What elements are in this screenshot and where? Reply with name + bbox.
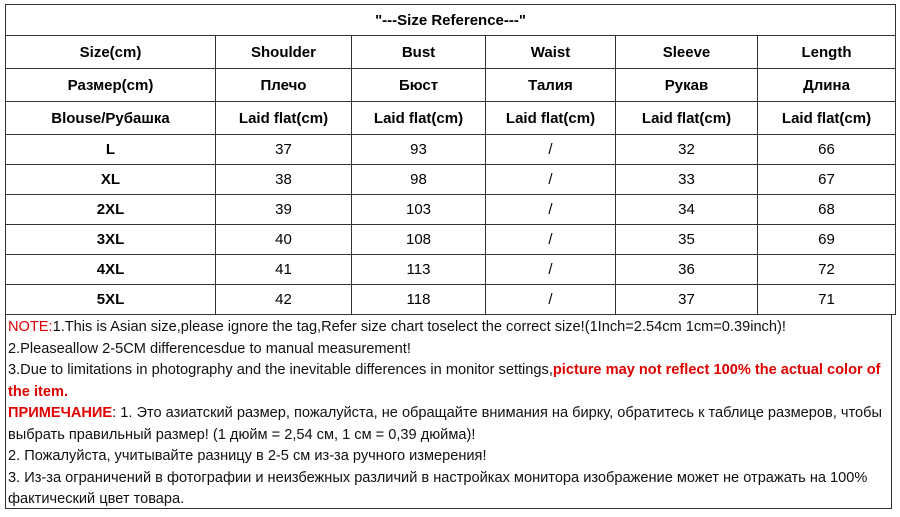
measure-method-cell: Laid flat(cm) (758, 102, 896, 135)
table-cell: 35 (616, 225, 758, 255)
header-cell: Талия (486, 69, 616, 102)
table-row (6, 285, 896, 315)
notes-block (5, 315, 892, 509)
table-cell: 72 (758, 255, 896, 285)
size-cell: 2XL (6, 195, 216, 225)
measure-method-cell: Laid flat(cm) (352, 102, 486, 135)
note-text: : 1. Это азиатский размер, пожалуйста, не обращайте внимания на бирку, обратитесь к таблице размеров, чтобы выбрать правильный размер! (1 дюйм = 2,54 см, 1 см = 0,39 дюйма)! (8, 405, 882, 443)
header-cell: Бюст (352, 69, 486, 102)
measure-method-cell: Laid flat(cm) (486, 102, 616, 135)
table-title: "---Size Reference---" (6, 5, 896, 36)
garment-type-label: Blouse/Рубашка (6, 102, 216, 135)
table-cell: 67 (758, 165, 896, 195)
header-cell: Bust (352, 36, 486, 69)
note-line (8, 446, 891, 468)
header-cell: Длина (758, 69, 896, 102)
note-line (8, 468, 891, 511)
table-row (6, 165, 896, 195)
table-row (6, 225, 896, 255)
table-row (6, 135, 896, 165)
table-cell: / (486, 195, 616, 225)
size-cell: 3XL (6, 225, 216, 255)
note-line (8, 403, 891, 446)
table-cell: 33 (616, 165, 758, 195)
note-text: 1.This is Asian size,please ignore the tag,Refer size chart toselect the correct size!(1Inch=2.54cm 1cm=0.39inch)! (52, 319, 786, 335)
table-cell: / (486, 225, 616, 255)
header-cell: Sleeve (616, 36, 758, 69)
note-line (8, 360, 891, 403)
table-cell: 37 (216, 135, 352, 165)
table-cell: 34 (616, 195, 758, 225)
header-row-ru (6, 69, 896, 102)
note-line (8, 339, 891, 361)
header-cell: Рукав (616, 69, 758, 102)
table-cell: / (486, 255, 616, 285)
table-cell: 66 (758, 135, 896, 165)
table-cell: 38 (216, 165, 352, 195)
measure-method-cell: Laid flat(cm) (216, 102, 352, 135)
table-cell: 40 (216, 225, 352, 255)
note-text: 3.Due to limitations in photography and the inevitable differences in monitor settings, (8, 362, 553, 378)
table-cell: 108 (352, 225, 486, 255)
table-cell: 39 (216, 195, 352, 225)
table-cell: / (486, 165, 616, 195)
size-cell: L (6, 135, 216, 165)
table-cell: 71 (758, 285, 896, 315)
note-label-ru: ПРИМЕЧАНИЕ (8, 405, 113, 421)
table-cell: 118 (352, 285, 486, 315)
size-cell: 5XL (6, 285, 216, 315)
table-cell: 68 (758, 195, 896, 225)
note-text: 3. Из-за ограничений в фотографии и неизбежных различий в настройках монитора изображение может не отражать на 100% фактический цвет товара. (8, 469, 868, 507)
table-cell: 113 (352, 255, 486, 285)
header-cell: Length (758, 36, 896, 69)
measure-method-cell: Laid flat(cm) (616, 102, 758, 135)
header-cell: Плечо (216, 69, 352, 102)
header-cell: Размер(cm) (6, 69, 216, 102)
table-row (6, 195, 896, 225)
note-line (8, 317, 891, 339)
table-cell: / (486, 285, 616, 315)
header-row-en (6, 36, 896, 69)
subheader-row (6, 102, 896, 135)
note-highlight: picture may not reflect 100% the actual color of the item. (8, 362, 881, 400)
table-cell: 93 (352, 135, 486, 165)
table-cell: 69 (758, 225, 896, 255)
header-cell: Shoulder (216, 36, 352, 69)
size-cell: 4XL (6, 255, 216, 285)
size-table (5, 4, 896, 315)
note-text: 2. Пожалуйста, учитывайте разницу в 2-5 см из-за ручного измерения! (8, 448, 487, 464)
size-cell: XL (6, 165, 216, 195)
table-cell: 37 (616, 285, 758, 315)
table-row (6, 255, 896, 285)
table-cell: 32 (616, 135, 758, 165)
table-cell: 98 (352, 165, 486, 195)
size-reference-sheet (5, 4, 895, 513)
table-cell: 103 (352, 195, 486, 225)
header-cell: Size(cm) (6, 36, 216, 69)
table-cell: 42 (216, 285, 352, 315)
note-label: NOTE: (8, 319, 53, 335)
table-cell: 36 (616, 255, 758, 285)
table-cell: / (486, 135, 616, 165)
table-cell: 41 (216, 255, 352, 285)
note-text: 2.Pleaseallow 2-5CM differencesdue to manual measurement! (8, 340, 411, 357)
header-cell: Waist (486, 36, 616, 69)
